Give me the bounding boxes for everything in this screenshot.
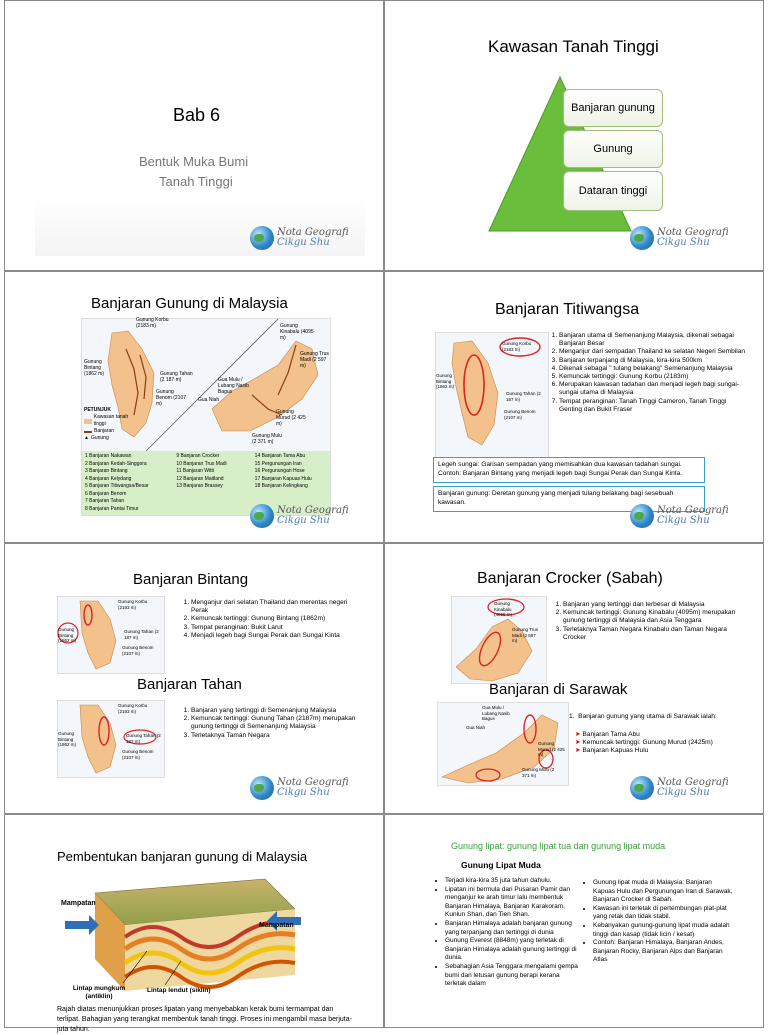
logo-line1: Nota Geografi bbox=[277, 777, 349, 788]
peak-label-tahan: Gunung Tahan (2 187 m) bbox=[506, 391, 541, 402]
list-item: • Terjadi kira-kira 35 juta tahun dahulu. bbox=[445, 877, 579, 886]
sarawak-list bbox=[565, 731, 741, 756]
logo bbox=[630, 226, 729, 250]
list-item: 2. Menganjur dari sempadan Thailand ke selatan Negeri Sembilan bbox=[559, 348, 749, 356]
slide-title: Banjaran Titiwangsa bbox=[495, 301, 640, 318]
list-item: • Gunung lipat muda di Malaysia: Banjaran Kapuas Hulu dan Pergunungan Iran di Sarawak, Banjaran Crocker di Sabah. bbox=[593, 879, 733, 905]
section-subtitle: Gunung Lipat Muda bbox=[461, 860, 541, 870]
section-title-tahan: Banjaran Tahan bbox=[137, 676, 242, 693]
list-item: 2. Kemuncak tertinggi: Gunung Kinabalu (4095m) merupakan gunung tertinggi di Malaysia dan Asia Tenggara bbox=[563, 609, 745, 625]
list-item: 2. Kemuncak tertinggi: Gunung Tahan (2187m) merupakan gunung tertinggi di Semenanjung Malaysia bbox=[191, 715, 361, 731]
globe-icon bbox=[250, 776, 274, 800]
list-item: 6. Merupakan kawasan tadahan dan menjadi legeh bagi sungai-sungai utama di Malaysia bbox=[559, 381, 749, 397]
peak-label-bintang: Gunung Bintang (1862 m) bbox=[436, 373, 455, 389]
key-item: 3 Banjaran Bintang bbox=[85, 468, 128, 474]
globe-icon bbox=[250, 226, 274, 250]
slide-titiwangsa[interactable] bbox=[384, 271, 764, 543]
logo bbox=[250, 226, 349, 250]
cave-label-mulu: Gua Mulu / Lubang Nasib Bagus bbox=[482, 705, 510, 721]
peak-label-korbu: Gunung Korbu (2183 m) bbox=[502, 341, 532, 352]
slide-crocker-sarawak[interactable] bbox=[384, 543, 764, 814]
bintang-map bbox=[57, 596, 165, 674]
key-col-2 bbox=[173, 451, 251, 515]
globe-icon bbox=[630, 504, 654, 528]
mountain-icon: ▲ bbox=[84, 435, 89, 441]
label-antiklin: Lintap mungkum (antiklin) bbox=[72, 985, 126, 1000]
list-item: 3. Terletaknya Taman Negara bbox=[191, 732, 361, 740]
key-item: 2 Banjaran Kedah-Singgora bbox=[85, 460, 147, 467]
list-item: 4. Dikenali sebagai " tulang belakang" Semenanjung Malaysia bbox=[559, 365, 749, 373]
titiwangsa-list bbox=[545, 332, 749, 414]
sarawak-intro: Banjaran gunung yang utama di Sarawak ialah: bbox=[578, 713, 717, 720]
peak-label-tahan: Gunung Tahan (2 187 m) bbox=[124, 629, 159, 640]
legend-title: PETUNJUK bbox=[84, 407, 111, 413]
sarawak-heading: 1. Banjaran gunung yang utama di Sarawak ialah: bbox=[569, 713, 717, 720]
arrow-icon: ➤ bbox=[575, 747, 581, 755]
slide-title: Banjaran Gunung di Malaysia bbox=[91, 295, 288, 312]
diagram-caption: Rajah diatas menunjukkan proses lipatan yang menyebabkan kerak bumi termampat dan terlipat. Bahagian yang terangkat membentuk tanah tinggi. Proses ini mengambil masa berjuta-juta tahun. bbox=[57, 1006, 352, 1033]
bintang-list bbox=[177, 599, 359, 640]
list-item: 2. Kemuncak tertinggi: Gunung Bintang (1862m) bbox=[191, 615, 359, 623]
list-item: • Gunung Everest (8848m) yang terletak di Banjaran Himalaya adalah gunung tertinggi di dunia. bbox=[445, 937, 579, 963]
peak-label-korbu: Gunung Korbu (2183 m) bbox=[118, 703, 148, 714]
legend-item: Banjaran bbox=[94, 428, 115, 434]
label-mampatan-right: Mampatan bbox=[259, 922, 294, 929]
peak-label-bintang: Gunung Bintang (1862 m) bbox=[58, 731, 77, 747]
peak-label-korbu: Gunung Korbu (2183 m) bbox=[118, 599, 148, 610]
slide-grid bbox=[4, 0, 764, 1033]
list-item: • Banjaran Himalaya adalah banjaran gunung yang terpanjang dan tertinggi di dunia bbox=[445, 920, 579, 937]
logo bbox=[630, 504, 729, 528]
globe-icon bbox=[630, 776, 654, 800]
legend-item: Kawasan tanah tinggi bbox=[93, 414, 129, 427]
list-item: • Kebanyakan gunung-gunung lipat muda adalah tinggi dan kasap (tidak licin / kesat) bbox=[593, 922, 733, 939]
list-item: 3. Banjaran terpanjang di Malaysia, kira-kira 500km bbox=[559, 357, 749, 365]
peninsular-map bbox=[435, 332, 549, 460]
list-item: • Lipatan ini bermula dari Pusaran Pamir dan menganjur ke arah timur lalu membentuk Banjaran Himalaya, Banjaran Karakoram, Kunlun Shan, dan Tien Shan. bbox=[445, 886, 579, 920]
logo-line1: Nota Geografi bbox=[657, 505, 729, 516]
list-item bbox=[575, 731, 741, 739]
list-item-text: Banjaran Tama Abu bbox=[582, 731, 640, 738]
cave-label-niah: Gua Niah bbox=[466, 725, 486, 730]
logo-line2: Cikgu Shu bbox=[277, 237, 330, 248]
slide-pembentukan[interactable] bbox=[4, 814, 384, 1033]
peak-label-benom: Gunung Benom (2107 m) bbox=[504, 409, 536, 420]
list-item: 7. Tempat peranginan: Tanah Tinggi Cameron, Tanah Tinggi Genting dan Bukit Fraser bbox=[559, 398, 749, 414]
tahan-list bbox=[177, 707, 361, 740]
peak-label-tahan: Gunung Tahan (2 187 m) bbox=[126, 733, 161, 744]
peak-label-mulu: Gunung Mulu (2 371 m) bbox=[252, 433, 283, 445]
list-item: 1. Banjaran yang tertinggi dan terbesar di Malaysia bbox=[563, 601, 745, 609]
sabah-map bbox=[451, 596, 547, 684]
key-item: 15 Pergunungan Iran bbox=[254, 460, 302, 467]
list-item: • Sebahagian Asia Tenggara mengalami gempa bumi dan letusan gunung berapi kerana terletak dalam bbox=[445, 963, 579, 989]
pyramid-level-3: Dataran tinggi bbox=[563, 171, 663, 211]
slide-bintang-tahan[interactable] bbox=[4, 543, 384, 814]
peak-label-bintang: Gunung Bintang (1862 m) bbox=[58, 627, 77, 643]
map-legend bbox=[84, 407, 140, 442]
key-item: 8 Banjaran Pantai Timur bbox=[85, 505, 139, 512]
pyramid-level-2: Gunung bbox=[563, 130, 663, 168]
tahan-map bbox=[57, 700, 165, 778]
logo-line1: Nota Geografi bbox=[657, 227, 729, 238]
logo-line1: Nota Geografi bbox=[277, 227, 349, 238]
list-item: 3. Tempat peranginan: Bukit Larut bbox=[191, 624, 359, 632]
pyramid-level-1: Banjaran gunung bbox=[563, 89, 663, 127]
peak-label-murud: Gunung Murud (2 425 m) bbox=[538, 741, 565, 757]
peak-label-trus-madi: Gunung Trus Madi (2 597 m) bbox=[300, 351, 329, 369]
peak-label-tahan: Gunung Tahan (2 187 m) bbox=[160, 371, 193, 383]
section-title-bintang: Banjaran Bintang bbox=[133, 571, 249, 588]
logo-line2: Cikgu Shu bbox=[657, 787, 710, 798]
cave-label-mulu: Gua Mulu / Lubang Nasib Bagus bbox=[218, 377, 249, 395]
section-title-sarawak: Banjaran di Sarawak bbox=[489, 681, 628, 698]
legend-swatch-range bbox=[84, 431, 92, 433]
logo bbox=[250, 776, 349, 800]
legend-swatch-highland bbox=[84, 419, 92, 424]
list-item: 1. Banjaran utama di Semenanjung Malaysia, dikenali sebagai Banjaran Besar bbox=[559, 332, 749, 348]
list-item-text: Kemuncak tertinggi: Gunung Murud (2425m) bbox=[582, 739, 713, 747]
list-item bbox=[575, 739, 741, 747]
slide-title: Gunung lipat: gunung lipat tua dan gunung lipat muda bbox=[451, 841, 666, 851]
arrow-icon: ➤ bbox=[575, 731, 581, 738]
list-item: • Contoh: Banjaran Himalaya, Banjaran Andes, Banjaran Rocky, Banjaran Alps dan Banjaran Atlas bbox=[593, 939, 733, 965]
section-title-crocker: Banjaran Crocker (Sabah) bbox=[477, 570, 663, 587]
logo-line2: Cikgu Shu bbox=[277, 787, 330, 798]
globe-icon bbox=[250, 504, 274, 528]
peak-label-mulu: Gunung Mulu (2 371 m) bbox=[522, 767, 555, 778]
peak-label-benom: Gunung Benom (2107 m) bbox=[122, 645, 154, 656]
key-item: 1 Banjaran Nakawan bbox=[85, 453, 132, 459]
peak-label-korbu: Gunung Korbu (2183 m) bbox=[136, 317, 169, 329]
peak-label-benom: Gunung Benom (2107 m) bbox=[122, 749, 154, 760]
slide-gunung-lipat[interactable] bbox=[384, 814, 764, 1028]
young-fold-list-left bbox=[435, 877, 579, 989]
list-item: • Kawasan ini terletak di pertembungan plat-plat yang retak dan tidak stabil. bbox=[593, 905, 733, 922]
crocker-list bbox=[549, 601, 745, 642]
arrow-right-icon bbox=[65, 915, 99, 935]
malaysia-map bbox=[81, 318, 331, 516]
list-item: 4. Menjadi legeh bagi Sungai Perak dan Sungai Kinta bbox=[191, 632, 359, 640]
key-item: 10 Banjaran Trus Madi bbox=[176, 460, 227, 467]
logo bbox=[250, 504, 349, 528]
peak-label-kinabalu: Gunung Kinabalu (4095 m) bbox=[280, 323, 314, 341]
logo-line1: Nota Geografi bbox=[277, 505, 349, 516]
key-item: 7 Banjaran Tahan bbox=[85, 498, 125, 504]
key-item: 17 Banjaran Kapuas Hulu bbox=[254, 475, 312, 482]
logo-line1: Nota Geografi bbox=[657, 777, 729, 788]
list-item bbox=[575, 747, 741, 755]
label-mampatan-left: Mampatan bbox=[61, 900, 96, 907]
key-item: 5 Banjaran Titiwangsa/Besar bbox=[85, 483, 149, 489]
slide-kawasan-tanah-tinggi[interactable] bbox=[384, 0, 764, 271]
list-item: 1. Banjaran yang tertinggi di Semenanjung Malaysia bbox=[191, 707, 361, 715]
slide-subtitle-2: Tanah Tinggi bbox=[159, 174, 233, 189]
sarawak-map bbox=[437, 702, 569, 786]
peak-label-bintang: Gunung Bintang (1862 m) bbox=[84, 359, 105, 377]
key-item: 4 Banjaran Kelydang bbox=[85, 475, 132, 482]
key-item: 9 Banjaran Crocker bbox=[176, 453, 220, 459]
list-item: 5. Kemuncak tertinggi: Gunung Korbu (2183m) bbox=[559, 373, 749, 381]
list-item-text: Banjaran Kapuas Hulu bbox=[582, 747, 649, 755]
key-item: 14 Banjaran Tama Abu bbox=[254, 453, 306, 459]
key-item: 13 Banjaran Brassey bbox=[176, 483, 223, 489]
peak-label-murud: Gunung Murud (2 425 m) bbox=[276, 409, 306, 427]
logo-line2: Cikgu Shu bbox=[277, 515, 330, 526]
peak-label-trus-madi: Gunung Trus Madi (2 597 m) bbox=[512, 627, 539, 643]
note-box-legeh: Legeh sungai: Garisan sempadan yang memisahkan dua kawasan tadahan sungai. Contoh: Banjaran Bintang yang menjadi legeh bagi Sungai Perak dan Sungai Kinta. bbox=[433, 457, 705, 483]
key-item: 12 Banjaran Maitland bbox=[176, 475, 224, 482]
logo-line2: Cikgu Shu bbox=[657, 237, 710, 248]
slide-banjaran-malaysia[interactable] bbox=[4, 271, 384, 543]
peak-label-benom: Gunung Benom (2107 m) bbox=[156, 389, 187, 407]
arrow-icon: ➤ bbox=[575, 739, 581, 747]
slide-bab6[interactable] bbox=[4, 0, 384, 271]
key-item: 11 Banjaran Witti bbox=[176, 468, 215, 474]
logo-line2: Cikgu Shu bbox=[657, 515, 710, 526]
logo bbox=[630, 776, 729, 800]
note-box-banjaran: Banjaran gunung: Deretan gunung yang menjadi tulang belakang bagi sesebuah kawasan. bbox=[433, 486, 705, 512]
young-fold-list-right bbox=[583, 879, 733, 965]
list-item: 3. Terletaknya Taman Negara Kinabalu dan Taman Negara Crocker bbox=[563, 626, 745, 642]
slide-title: Bab 6 bbox=[173, 105, 221, 125]
cave-label-niah: Gua Niah bbox=[198, 397, 220, 403]
list-item: 1. Menganjur dari selatan Thailand dan merentas negeri Perak bbox=[191, 599, 359, 615]
slide-title: Pembentukan banjaran gunung di Malaysia bbox=[57, 849, 308, 864]
key-col-1 bbox=[82, 451, 173, 515]
legend-item: Gunung bbox=[90, 435, 109, 441]
label-siklin: Lintap lendut (siklin) bbox=[147, 987, 211, 994]
key-item: 6 Banjaran Benom bbox=[85, 490, 127, 497]
key-item: 16 Pergunungan Hose bbox=[254, 468, 305, 474]
fold-block-diagram bbox=[65, 873, 301, 997]
peak-label-kinabalu: Gunung Kinabalu (4095 m) bbox=[494, 601, 513, 617]
globe-icon bbox=[630, 226, 654, 250]
slide-subtitle: Bentuk Muka Bumi bbox=[139, 154, 249, 169]
slide-title: Kawasan Tanah Tinggi bbox=[488, 37, 659, 56]
key-item: 18 Banjaran Kelingkang bbox=[254, 483, 308, 489]
